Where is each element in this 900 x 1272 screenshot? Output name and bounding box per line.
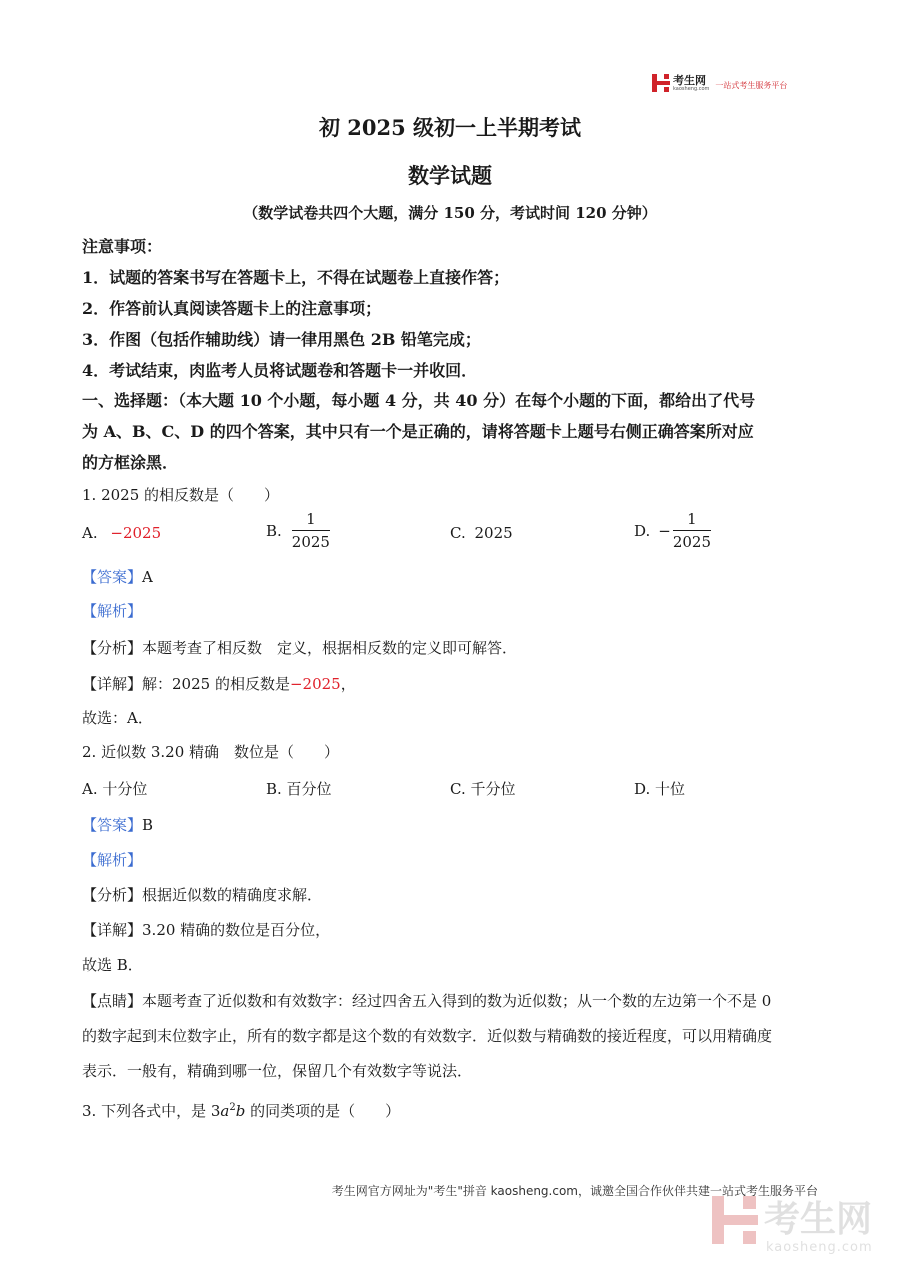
q2-dianjing-line: 的数字起到末位数字止，所有的数字都是这个数的有效数字．近似数与精确数的接近程度，可以用精确度 xyxy=(82,1027,773,1045)
q2-detail xyxy=(82,919,330,940)
q1-choose: 故选：A． xyxy=(82,709,153,727)
kaosheng-logo-icon xyxy=(652,74,670,92)
q1-analysis-tag: 【解析】 xyxy=(82,602,143,620)
q2-option-a: A. 十分位 xyxy=(82,780,148,798)
q2-option-d: D. 十位 xyxy=(634,780,686,798)
fraction-numerator: 1 xyxy=(292,510,330,531)
expr-variable: b xyxy=(235,1102,246,1120)
q2-dianjing-line: 表示．一般有，精确到哪一位，保留几个有效数字等说法． xyxy=(82,1062,473,1080)
expr-coefficient: 3 xyxy=(210,1102,221,1120)
dianjing-text: 本题考查了近似数和有效数字：经过四舍五入得到的数为近似数；从一个数的左边第一个不是 0 xyxy=(142,992,772,1010)
q3-suffix: 的同类项的是（ ） xyxy=(245,1102,401,1120)
logo-name: 考生网 xyxy=(673,73,706,87)
q1-fenxi xyxy=(82,637,517,658)
q2-option-c: C. 千分位 xyxy=(450,780,516,798)
answer-value: B xyxy=(142,816,154,834)
note-item: 4．考试结束，肉监考人员将试题卷和答题卡一并收回． xyxy=(82,361,478,380)
q1-answer xyxy=(82,566,153,587)
q1-question: 1. 2025 的相反数是（ ） xyxy=(82,486,280,504)
footer-text: 考生网官方网址为"考生"拼音 kaosheng.com，诚邀全国合作伙伴共建一站式考生服务平台 xyxy=(331,1184,818,1198)
q1-option-c xyxy=(450,524,513,542)
q2-dianjing xyxy=(82,990,771,1011)
expr-variable: a xyxy=(220,1102,230,1120)
answer-tag: 【答案】 xyxy=(82,568,143,586)
fraction-denominator: 2025 xyxy=(672,533,712,551)
q2-answer xyxy=(82,814,153,835)
minus-sign: − xyxy=(658,521,671,540)
logo-url: kaosheng.com xyxy=(673,85,710,92)
detail-text: 3.20 精确的数位是百分位， xyxy=(142,921,331,939)
dianjing-tag: 【点睛】 xyxy=(82,992,143,1010)
math-expression xyxy=(211,1102,245,1120)
option-label: A. xyxy=(82,524,98,542)
note-item: 3．作图（包括作辅助线）请一律用黑色 2B 铅笔完成； xyxy=(82,330,481,349)
q2-question: 2. 近似数 3.20 精确 数位是（ ） xyxy=(82,743,340,761)
fenxi-tag: 【分析】 xyxy=(82,639,143,657)
answer-value: A xyxy=(142,568,153,586)
q1-option-b xyxy=(266,510,330,551)
expr-exponent: 2 xyxy=(229,1102,236,1113)
exam-info: （数学试卷共四个大题，满分 150 分，考试时间 120 分钟） xyxy=(243,204,657,222)
fenxi-text: 本题考查了相反数 定义，根据相反数的定义即可解答． xyxy=(142,639,518,657)
option-label: D. xyxy=(634,521,651,540)
section1-line: 为 A、B、C、D 的四个答案，其中只有一个是正确的，请将答题卡上题号右侧正确答案所对应 xyxy=(82,422,754,441)
section1-line: 的方框涂黑． xyxy=(82,453,179,472)
q1-option-d xyxy=(634,510,711,551)
detail-text: 解：2025 的相反数是 xyxy=(142,675,290,693)
detail-suffix: ， xyxy=(340,675,356,693)
q1-option-a xyxy=(82,524,161,542)
exam-title: 初 2025 级初一上半期考试 xyxy=(318,115,582,140)
option-value: 2025 xyxy=(474,524,513,542)
option-value: −2025 xyxy=(110,524,162,542)
note-item: 1．试题的答案书写在答题卡上，不得在试题卷上直接作答； xyxy=(82,268,510,287)
q2-choose: 故选 B． xyxy=(82,956,143,974)
q2-analysis-tag: 【解析】 xyxy=(82,851,143,869)
detail-value: −2025 xyxy=(289,675,341,693)
note-item: 2．作答前认真阅读答题卡上的注意事项； xyxy=(82,299,382,318)
header-logo xyxy=(652,72,787,94)
q2-option-b: B. 百分位 xyxy=(266,780,332,798)
watermark-url: kaosheng.com xyxy=(766,1240,873,1255)
answer-tag: 【答案】 xyxy=(82,816,143,834)
fenxi-text: 根据近似数的精确度求解． xyxy=(142,886,323,904)
fraction-denominator: 2025 xyxy=(291,533,330,551)
section1-line: 一、选择题：（本大题 10 个小题，每小题 4 分，共 40 分）在每个小题的下面，都给出了代号 xyxy=(82,391,756,410)
fraction xyxy=(673,510,711,551)
notes-heading: 注意事项： xyxy=(82,237,163,256)
fraction-numerator: 1 xyxy=(673,510,711,531)
kaosheng-watermark-icon xyxy=(712,1196,758,1244)
fraction xyxy=(292,510,330,551)
watermark xyxy=(712,1196,873,1255)
detail-tag: 【详解】 xyxy=(82,921,143,939)
fenxi-tag: 【分析】 xyxy=(82,886,143,904)
option-label: B. xyxy=(266,521,282,540)
q2-fenxi xyxy=(82,884,322,905)
q3-question xyxy=(82,1100,400,1121)
logo-slogan: 一站式考生服务平台 xyxy=(715,80,788,90)
exam-subtitle: 数学试题 xyxy=(408,163,492,188)
option-label: C. xyxy=(450,524,466,542)
q3-prefix: 3. 下列各式中，是 xyxy=(82,1102,211,1120)
detail-tag: 【详解】 xyxy=(82,675,143,693)
watermark-name: 考生网 xyxy=(764,1199,873,1240)
q1-detail xyxy=(82,673,356,694)
